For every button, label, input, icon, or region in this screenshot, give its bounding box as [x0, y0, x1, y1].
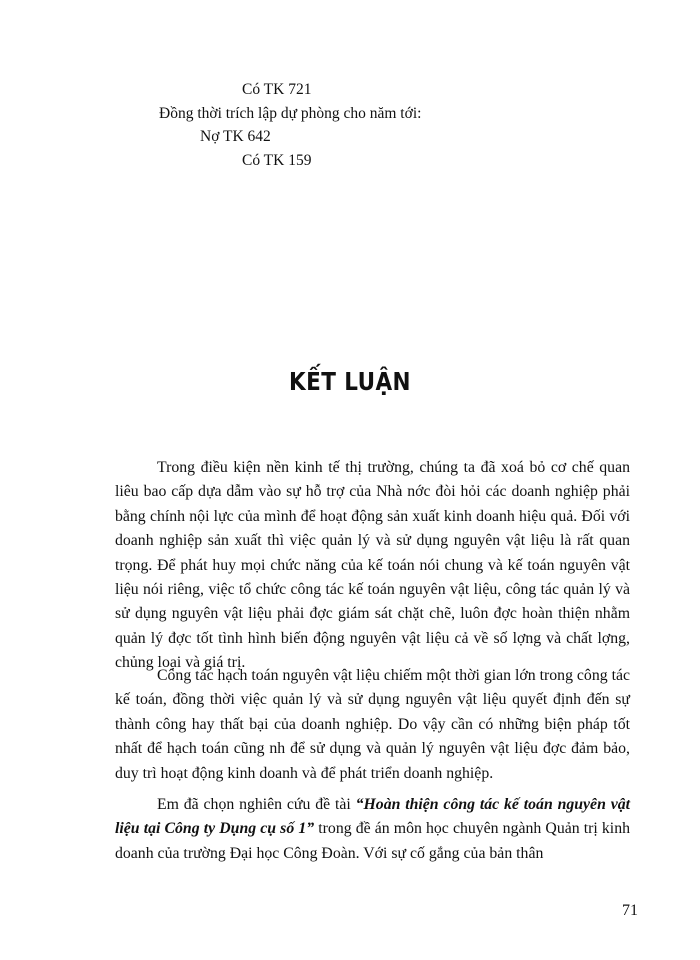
paragraph-3-rest: trong đề án môn học chuyên ngành Quản trị kinh doanh của trường Đại học Công Đoàn. Với sự cố gắng của bản thân — [115, 820, 630, 862]
section-heading: KẾT LUẬN — [289, 367, 411, 396]
paragraph-3-intro: Em đã chọn nghiên cứu đề tài — [157, 796, 356, 813]
paragraph-1: Trong điều kiện nền kinh tế thị trường, chúng ta đã xoá bỏ cơ chế quan liêu bao cấp dựa dẫm vào sự hỗ trợ của Nhà nớc đòi hỏi các doanh nghiệp phải bằng chính nội lực của mình để hoạt động sản xuất kinh doanh hiệu quả. Đối với doanh nghiệp sản xuất thì việc quản lý và sử dụng nguyên vật liệu là rất quan trọng. Để phát huy mọi chức năng của kế toán nói chung và kế toán nguyên vật liệu nói riêng, việc tổ chức công tác kế toán nguyên vật liệu, công tác quản lý và sử dụng nguyên vật liệu phải đợc giám sát chặt chẽ, luôn đợc hoàn thiện nhằm quản lý đợc tốt tình hình biến động nguyên vật liệu cả về số lợng và chất lợng, chủng loại và giá trị. — [115, 459, 630, 672]
paragraph-2: Công tác hạch toán nguyên vật liệu chiếm một thời gian lớn trong công tác kế toán, đồng thời việc quản lý và sử dụng nguyên vật liệu quyết định đến sự thành công hay thất bại của doanh nghiệp. Do vậy cần có những biện pháp tốt nhất để hạch toán cũng nh để sử dụng và quản lý nguyên vật liệu đợc đảm bảo, duy trì hoạt động kinh doanh và để phát triển doanh nghiệp. — [115, 667, 630, 782]
thesis-title: “Hoàn thiện công tác kế toán nguyên vật liệu tại Công ty Dụng cụ số 1” — [115, 796, 630, 838]
page-number: 71 — [622, 902, 638, 919]
paragraph-3 — [115, 793, 630, 866]
entry-debit-642: Nợ TK 642 — [200, 128, 271, 145]
entry-credit-721: Có TK 721 — [242, 81, 312, 98]
entry-credit-159: Có TK 159 — [242, 152, 312, 169]
entry-provision-note: Đồng thời trích lập dự phòng cho năm tới: — [159, 105, 422, 122]
